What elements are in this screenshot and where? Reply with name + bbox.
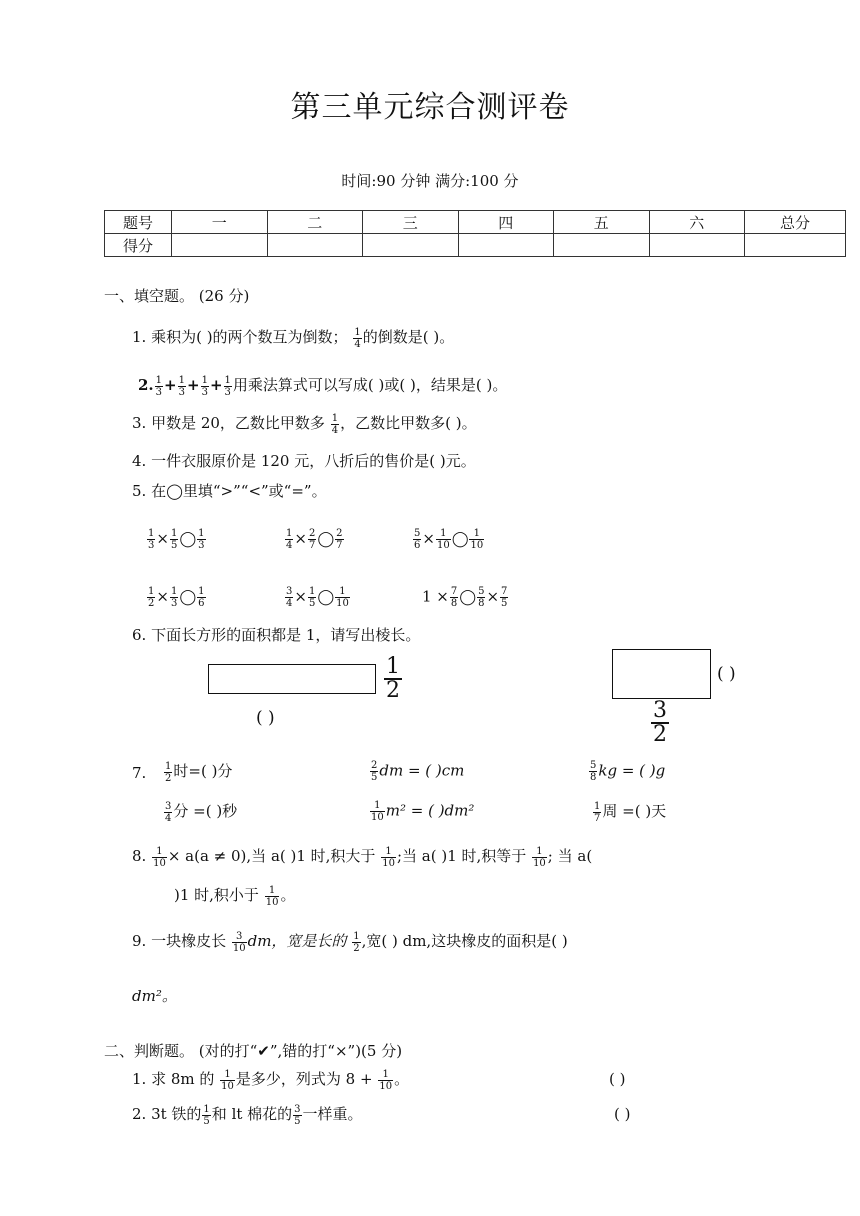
judge-question-2: 2. 3t 铁的 $\frac{1}{5}$ 和 lt 棉花的 $\frac{3}{5}$ 一样重。 [132,1103,363,1127]
fraction: $\frac{1}{3}$ [224,374,231,398]
answer-blank[interactable]: ( ) [256,708,275,728]
score-cell: 五 [554,211,650,234]
conversion-item: $\frac{1}{10}$ m² = ( )dm² [371,800,475,823]
compare-circle[interactable]: ◯ [459,587,477,606]
score-table [104,210,846,257]
section-heading-fill-blank: 一、填空题。 (26 分) [104,287,250,305]
question-7-number: 7. [132,764,147,782]
section-heading-true-false: 二、判断题。 (对的打“✔”,错的打“×”)(5 分) [104,1042,403,1060]
fraction-width-label: 3 2 [653,698,667,747]
question-5: 5. 在◯里填“>”“<”或“=”。 [132,482,327,500]
score-cell: 得分 [105,234,172,257]
question-text: 的倒数是( )。 [362,328,455,346]
question-text: ，乙数比甲数多( )。 [340,414,477,432]
fraction: $\frac{1}{3}$ [201,374,208,398]
rectangle-tall [612,649,711,699]
question-number: 2. [138,376,154,394]
score-input-cell[interactable] [745,234,846,257]
question-text: 用乘法算式可以写成( )或( )，结果是( )。 [232,376,508,394]
answer-blank[interactable]: ( ) [717,664,736,684]
question-8-continued: )1 时,积小于 $\frac{1}{10}$ 。 [174,884,296,908]
score-cell: 一 [172,211,268,234]
score-table-header-row [105,211,846,234]
judge-question-1: 1. 求 8m 的 $\frac{1}{10}$ 是多少，列式为 8 + $\frac{1}{10}$ 。 [132,1068,410,1092]
compare-item: $\frac{1}{4}$ × $\frac{2}{7}$ ◯ $\frac{2}{7}$ [286,528,343,551]
plus-sign: + [187,376,200,394]
compare-circle[interactable]: ◯ [179,587,197,606]
compare-circle[interactable]: ◯ [451,529,469,548]
question-9: 9. 一块橡皮长 $\frac{3}{10}$ dm，宽是长的 $\frac{1}{2}$ ,宽( ) dm,这块橡皮的面积是( ) [132,930,568,954]
compare-item: $\frac{3}{4}$ × $\frac{1}{5}$ ◯ $\frac{1}{10}$ [286,586,349,609]
question-8: 8. $\frac{1}{10}$ × a(a ≠ 0),当 a( )1 时,积大于 $\frac{1}{10}$ ;当 a( )1 时,积等于 $\frac{1}{10}$ ; 当 a( [132,845,593,869]
question-1 [132,326,454,350]
score-cell: 四 [458,211,554,234]
question-text: 3. 甲数是 20，乙数比甲数多 [132,414,325,432]
compare-circle[interactable]: ◯ [179,529,197,548]
judge-answer-paren[interactable]: ( ) [614,1105,631,1123]
score-input-cell[interactable] [172,234,268,257]
page-title: 第三单元综合测评卷 [290,90,570,125]
judge-answer-paren[interactable]: ( ) [609,1070,626,1088]
conversion-item: $\frac{5}{8}$ kg = ( )g [590,760,666,783]
rectangle-long [208,664,376,694]
score-cell: 题号 [105,211,172,234]
fraction-width-label: 1 2 [386,654,400,703]
fraction: $\frac{1}{4}$ [354,326,361,350]
compare-item: $\frac{1}{3}$ × $\frac{1}{5}$ ◯ $\frac{1}{3}$ [148,528,205,551]
question-2 [138,374,507,398]
compare-item: 1 × $\frac{7}{8}$ ◯ $\frac{5}{8}$ × $\frac{7}{5}$ [422,586,508,609]
score-input-cell[interactable] [363,234,459,257]
fraction: $\frac{1}{3}$ [178,374,185,398]
fraction: $\frac{1}{3}$ [155,374,163,398]
plus-sign: + [164,376,177,394]
conversion-item: $\frac{1}{2}$ 时=( )分 [165,760,233,784]
exam-info: 时间:90 分钟 满分:100 分 [341,172,519,190]
compare-item: $\frac{1}{2}$ × $\frac{1}{3}$ ◯ $\frac{1}{6}$ [148,586,205,609]
conversion-item: $\frac{2}{5}$ dm = ( )cm [371,760,465,783]
question-4: 4. 一件衣服原价是 120 元，八折后的售价是( )元。 [132,452,476,470]
fraction: $\frac{1}{4}$ [331,412,339,436]
conversion-item: $\frac{3}{4}$ 分 =( )秒 [165,800,238,824]
question-6: 6. 下面长方形的面积都是 1，请写出棱长。 [132,626,421,644]
plus-sign: + [209,376,223,394]
question-text: 1. 乘积为( )的两个数互为倒数； [132,328,348,346]
score-input-cell[interactable] [267,234,363,257]
question-9-continued: dm²。 [132,987,177,1005]
compare-item: $\frac{5}{6}$ × $\frac{1}{10}$ ◯ $\frac{1}{10}$ [414,528,484,551]
score-table-score-row [105,234,846,257]
score-input-cell[interactable] [458,234,554,257]
score-input-cell[interactable] [554,234,650,257]
score-cell: 总分 [745,211,846,234]
score-cell: 六 [649,211,745,234]
question-3 [132,412,477,436]
score-cell: 二 [267,211,363,234]
compare-circle[interactable]: ◯ [317,529,335,548]
score-cell: 三 [363,211,459,234]
score-input-cell[interactable] [649,234,745,257]
conversion-item: $\frac{1}{7}$ 周 =( )天 [594,800,667,824]
compare-circle[interactable]: ◯ [317,587,335,606]
